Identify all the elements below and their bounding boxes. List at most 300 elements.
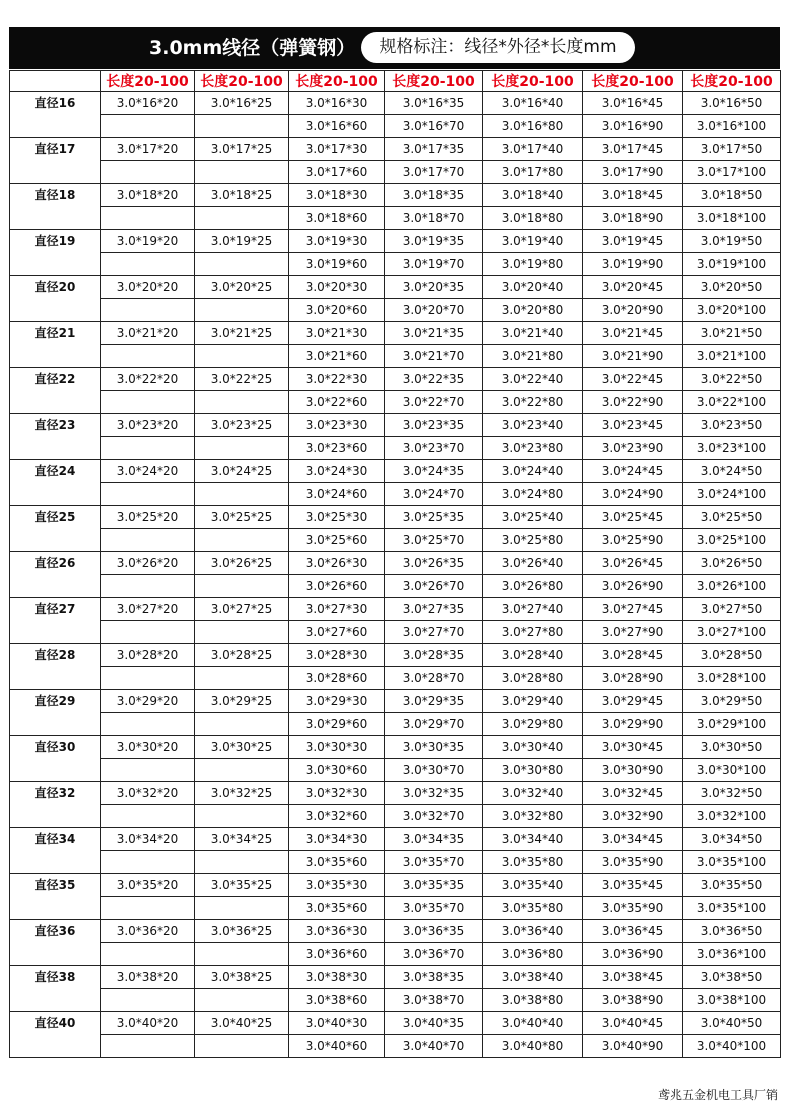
table-row [10, 621, 781, 644]
diameter-label: 直径30 [10, 736, 101, 782]
spec-cell: 3.0*23*30 [289, 414, 385, 437]
table-row [10, 230, 781, 253]
spec-cell: 3.0*34*25 [195, 828, 289, 851]
spec-cell: 3.0*38*70 [385, 989, 483, 1012]
spec-cell: 3.0*38*90 [583, 989, 683, 1012]
spec-cell: 3.0*30*35 [385, 736, 483, 759]
spec-cell: 3.0*35*90 [583, 851, 683, 874]
spec-cell: 3.0*21*80 [483, 345, 583, 368]
empty-cell [101, 253, 195, 276]
spec-cell: 3.0*25*45 [583, 506, 683, 529]
empty-cell [195, 1035, 289, 1058]
spec-cell: 3.0*22*90 [583, 391, 683, 414]
table-row [10, 253, 781, 276]
table-row [10, 943, 781, 966]
empty-cell [195, 989, 289, 1012]
empty-cell [101, 483, 195, 506]
table-row [10, 1012, 781, 1035]
spec-cell: 3.0*19*30 [289, 230, 385, 253]
spec-cell: 3.0*27*35 [385, 598, 483, 621]
spec-cell: 3.0*20*35 [385, 276, 483, 299]
spec-cell: 3.0*19*35 [385, 230, 483, 253]
spec-cell: 3.0*34*30 [289, 828, 385, 851]
table-row [10, 322, 781, 345]
empty-cell [101, 667, 195, 690]
empty-cell [195, 207, 289, 230]
empty-cell [101, 115, 195, 138]
spec-cell: 3.0*22*60 [289, 391, 385, 414]
spec-cell: 3.0*32*50 [683, 782, 781, 805]
spec-cell: 3.0*23*90 [583, 437, 683, 460]
spec-cell: 3.0*29*90 [583, 713, 683, 736]
spec-cell: 3.0*18*50 [683, 184, 781, 207]
spec-cell: 3.0*21*100 [683, 345, 781, 368]
spec-cell: 3.0*21*70 [385, 345, 483, 368]
spec-cell: 3.0*26*50 [683, 552, 781, 575]
spec-cell: 3.0*21*90 [583, 345, 683, 368]
table-row [10, 276, 781, 299]
spec-cell: 3.0*17*20 [101, 138, 195, 161]
spec-cell: 3.0*28*25 [195, 644, 289, 667]
spec-cell: 3.0*24*60 [289, 483, 385, 506]
spec-cell: 3.0*35*100 [683, 851, 781, 874]
spec-cell: 3.0*35*50 [683, 874, 781, 897]
spec-cell: 3.0*36*30 [289, 920, 385, 943]
spec-cell: 3.0*16*80 [483, 115, 583, 138]
table-row [10, 483, 781, 506]
spec-cell: 3.0*22*30 [289, 368, 385, 391]
diameter-label: 直径28 [10, 644, 101, 690]
spec-cell: 3.0*19*100 [683, 253, 781, 276]
spec-cell: 3.0*32*30 [289, 782, 385, 805]
table-row [10, 920, 781, 943]
diameter-label: 直径25 [10, 506, 101, 552]
length-header: 长度20-100 [483, 71, 583, 92]
spec-cell: 3.0*32*40 [483, 782, 583, 805]
spec-cell: 3.0*17*25 [195, 138, 289, 161]
spec-cell: 3.0*28*80 [483, 667, 583, 690]
spec-cell: 3.0*26*40 [483, 552, 583, 575]
empty-cell [101, 897, 195, 920]
spec-cell: 3.0*22*100 [683, 391, 781, 414]
length-header: 长度20-100 [195, 71, 289, 92]
spec-cell: 3.0*19*80 [483, 253, 583, 276]
diameter-label: 直径34 [10, 828, 101, 874]
spec-cell: 3.0*27*20 [101, 598, 195, 621]
spec-cell: 3.0*16*25 [195, 92, 289, 115]
table-row [10, 414, 781, 437]
table-row [10, 368, 781, 391]
spec-cell: 3.0*36*70 [385, 943, 483, 966]
spec-cell: 3.0*22*20 [101, 368, 195, 391]
spec-cell: 3.0*22*50 [683, 368, 781, 391]
spec-cell: 3.0*16*30 [289, 92, 385, 115]
spec-cell: 3.0*21*25 [195, 322, 289, 345]
empty-cell [195, 943, 289, 966]
spec-cell: 3.0*20*100 [683, 299, 781, 322]
spec-cell: 3.0*18*100 [683, 207, 781, 230]
spec-cell: 3.0*27*45 [583, 598, 683, 621]
length-header-row [10, 71, 781, 92]
empty-cell [195, 713, 289, 736]
spec-cell: 3.0*29*20 [101, 690, 195, 713]
table-row [10, 115, 781, 138]
spec-cell: 3.0*24*90 [583, 483, 683, 506]
spec-cell: 3.0*32*90 [583, 805, 683, 828]
spec-cell: 3.0*32*25 [195, 782, 289, 805]
empty-cell [101, 575, 195, 598]
spec-cell: 3.0*27*50 [683, 598, 781, 621]
spec-cell: 3.0*23*20 [101, 414, 195, 437]
table-row [10, 299, 781, 322]
spec-cell: 3.0*24*25 [195, 460, 289, 483]
spec-cell: 3.0*30*30 [289, 736, 385, 759]
spec-cell: 3.0*34*50 [683, 828, 781, 851]
spec-cell: 3.0*35*90 [583, 897, 683, 920]
spec-cell: 3.0*40*80 [483, 1035, 583, 1058]
spec-cell: 3.0*20*50 [683, 276, 781, 299]
spec-cell: 3.0*30*60 [289, 759, 385, 782]
empty-cell [195, 529, 289, 552]
spec-cell: 3.0*32*70 [385, 805, 483, 828]
table-row [10, 92, 781, 115]
spec-cell: 3.0*28*40 [483, 644, 583, 667]
spec-cell: 3.0*21*35 [385, 322, 483, 345]
spec-cell: 3.0*27*80 [483, 621, 583, 644]
table-row [10, 759, 781, 782]
spec-cell: 3.0*28*70 [385, 667, 483, 690]
spec-cell: 3.0*36*100 [683, 943, 781, 966]
diameter-label: 直径36 [10, 920, 101, 966]
spec-cell: 3.0*40*50 [683, 1012, 781, 1035]
spec-cell: 3.0*38*80 [483, 989, 583, 1012]
diameter-label: 直径38 [10, 966, 101, 1012]
spec-cell: 3.0*36*35 [385, 920, 483, 943]
table-row [10, 782, 781, 805]
spec-cell: 3.0*26*35 [385, 552, 483, 575]
spec-cell: 3.0*25*25 [195, 506, 289, 529]
spec-cell: 3.0*20*80 [483, 299, 583, 322]
spec-cell: 3.0*17*30 [289, 138, 385, 161]
spec-cell: 3.0*19*70 [385, 253, 483, 276]
spec-cell: 3.0*25*40 [483, 506, 583, 529]
spec-cell: 3.0*20*30 [289, 276, 385, 299]
spec-cell: 3.0*23*40 [483, 414, 583, 437]
spec-cell: 3.0*16*40 [483, 92, 583, 115]
spec-cell: 3.0*28*45 [583, 644, 683, 667]
spec-cell: 3.0*38*45 [583, 966, 683, 989]
spec-cell: 3.0*29*30 [289, 690, 385, 713]
diameter-label: 直径17 [10, 138, 101, 184]
spec-cell: 3.0*35*70 [385, 897, 483, 920]
spec-cell: 3.0*23*25 [195, 414, 289, 437]
spec-cell: 3.0*19*25 [195, 230, 289, 253]
spec-cell: 3.0*17*40 [483, 138, 583, 161]
spec-cell: 3.0*36*40 [483, 920, 583, 943]
spec-cell: 3.0*18*30 [289, 184, 385, 207]
spec-cell: 3.0*18*60 [289, 207, 385, 230]
spec-cell: 3.0*23*60 [289, 437, 385, 460]
page-title: 3.0mm线径（弹簧钢） [149, 37, 356, 59]
spec-cell: 3.0*17*35 [385, 138, 483, 161]
table-row [10, 736, 781, 759]
spec-cell: 3.0*20*70 [385, 299, 483, 322]
empty-cell [101, 391, 195, 414]
spec-cell: 3.0*25*35 [385, 506, 483, 529]
spec-cell: 3.0*21*45 [583, 322, 683, 345]
title-bar [9, 27, 780, 69]
empty-cell [101, 759, 195, 782]
spec-cell: 3.0*21*60 [289, 345, 385, 368]
spec-cell: 3.0*29*70 [385, 713, 483, 736]
table-row [10, 667, 781, 690]
spec-cell: 3.0*29*100 [683, 713, 781, 736]
diameter-label: 直径29 [10, 690, 101, 736]
spec-cell: 3.0*29*35 [385, 690, 483, 713]
spec-cell: 3.0*34*45 [583, 828, 683, 851]
spec-cell: 3.0*19*60 [289, 253, 385, 276]
spec-cell: 3.0*18*45 [583, 184, 683, 207]
spec-cell: 3.0*20*90 [583, 299, 683, 322]
empty-cell [101, 851, 195, 874]
spec-cell: 3.0*24*45 [583, 460, 683, 483]
spec-cell: 3.0*40*40 [483, 1012, 583, 1035]
spec-cell: 3.0*26*20 [101, 552, 195, 575]
length-header: 长度20-100 [583, 71, 683, 92]
length-header: 长度20-100 [385, 71, 483, 92]
diameter-label: 直径35 [10, 874, 101, 920]
table-row [10, 966, 781, 989]
spec-cell: 3.0*19*20 [101, 230, 195, 253]
spec-cell: 3.0*18*80 [483, 207, 583, 230]
spec-cell: 3.0*40*35 [385, 1012, 483, 1035]
spec-cell: 3.0*36*90 [583, 943, 683, 966]
spec-cell: 3.0*29*60 [289, 713, 385, 736]
spec-cell: 3.0*18*20 [101, 184, 195, 207]
spec-cell: 3.0*38*30 [289, 966, 385, 989]
spec-cell: 3.0*22*40 [483, 368, 583, 391]
spec-cell: 3.0*35*80 [483, 851, 583, 874]
spec-cell: 3.0*16*70 [385, 115, 483, 138]
table-row [10, 506, 781, 529]
table-row [10, 874, 781, 897]
empty-cell [195, 759, 289, 782]
spec-cell: 3.0*40*30 [289, 1012, 385, 1035]
spec-cell: 3.0*25*70 [385, 529, 483, 552]
spec-cell: 3.0*40*90 [583, 1035, 683, 1058]
spec-cell: 3.0*30*90 [583, 759, 683, 782]
table-row [10, 391, 781, 414]
spec-cell: 3.0*28*100 [683, 667, 781, 690]
spec-cell: 3.0*27*90 [583, 621, 683, 644]
spec-cell: 3.0*40*45 [583, 1012, 683, 1035]
spec-cell: 3.0*19*40 [483, 230, 583, 253]
spec-cell: 3.0*20*20 [101, 276, 195, 299]
empty-cell [101, 989, 195, 1012]
spec-cell: 3.0*35*60 [289, 897, 385, 920]
table-row [10, 851, 781, 874]
table-row [10, 1035, 781, 1058]
table-row [10, 552, 781, 575]
spec-cell: 3.0*32*45 [583, 782, 683, 805]
table-row [10, 598, 781, 621]
diameter-label: 直径18 [10, 184, 101, 230]
spec-cell: 3.0*36*20 [101, 920, 195, 943]
empty-cell [101, 345, 195, 368]
diameter-label: 直径19 [10, 230, 101, 276]
spec-cell: 3.0*17*100 [683, 161, 781, 184]
spec-cell: 3.0*28*90 [583, 667, 683, 690]
spec-cell: 3.0*35*20 [101, 874, 195, 897]
spec-cell: 3.0*28*50 [683, 644, 781, 667]
spring-spec-table [9, 70, 781, 1058]
spec-cell: 3.0*22*70 [385, 391, 483, 414]
empty-cell [101, 161, 195, 184]
spec-cell: 3.0*35*40 [483, 874, 583, 897]
spec-cell: 3.0*27*70 [385, 621, 483, 644]
spec-cell: 3.0*20*60 [289, 299, 385, 322]
table-row [10, 460, 781, 483]
empty-cell [195, 851, 289, 874]
spec-cell: 3.0*16*45 [583, 92, 683, 115]
spec-cell: 3.0*38*40 [483, 966, 583, 989]
spec-cell: 3.0*35*45 [583, 874, 683, 897]
diameter-label: 直径24 [10, 460, 101, 506]
empty-cell [195, 299, 289, 322]
spec-cell: 3.0*36*60 [289, 943, 385, 966]
spec-cell: 3.0*23*35 [385, 414, 483, 437]
table-row [10, 828, 781, 851]
spec-cell: 3.0*18*40 [483, 184, 583, 207]
spec-cell: 3.0*30*100 [683, 759, 781, 782]
table-row [10, 437, 781, 460]
spec-cell: 3.0*36*80 [483, 943, 583, 966]
table-row [10, 690, 781, 713]
spec-cell: 3.0*16*60 [289, 115, 385, 138]
spec-cell: 3.0*28*60 [289, 667, 385, 690]
diameter-label: 直径23 [10, 414, 101, 460]
empty-cell [101, 805, 195, 828]
spec-cell: 3.0*17*60 [289, 161, 385, 184]
spec-cell: 3.0*36*50 [683, 920, 781, 943]
empty-cell [195, 575, 289, 598]
length-header: 长度20-100 [101, 71, 195, 92]
spec-cell: 3.0*30*25 [195, 736, 289, 759]
spec-cell: 3.0*36*45 [583, 920, 683, 943]
spec-cell: 3.0*17*45 [583, 138, 683, 161]
spec-cell: 3.0*30*40 [483, 736, 583, 759]
spec-cell: 3.0*27*40 [483, 598, 583, 621]
empty-cell [195, 345, 289, 368]
spec-cell: 3.0*18*25 [195, 184, 289, 207]
spec-cell: 3.0*32*60 [289, 805, 385, 828]
spec-cell: 3.0*16*35 [385, 92, 483, 115]
spec-cell: 3.0*29*25 [195, 690, 289, 713]
spec-cell: 3.0*27*25 [195, 598, 289, 621]
spec-cell: 3.0*24*20 [101, 460, 195, 483]
table-row [10, 713, 781, 736]
spec-cell: 3.0*30*70 [385, 759, 483, 782]
empty-cell [195, 391, 289, 414]
empty-cell [101, 299, 195, 322]
spec-cell: 3.0*26*30 [289, 552, 385, 575]
spec-cell: 3.0*40*25 [195, 1012, 289, 1035]
spec-cell: 3.0*38*50 [683, 966, 781, 989]
empty-cell [101, 713, 195, 736]
diameter-label: 直径32 [10, 782, 101, 828]
spec-cell: 3.0*21*40 [483, 322, 583, 345]
spec-cell: 3.0*22*35 [385, 368, 483, 391]
empty-cell [101, 943, 195, 966]
spec-cell: 3.0*30*20 [101, 736, 195, 759]
spec-cell: 3.0*40*100 [683, 1035, 781, 1058]
table-row [10, 184, 781, 207]
spec-cell: 3.0*22*45 [583, 368, 683, 391]
spec-cell: 3.0*35*100 [683, 897, 781, 920]
spec-cell: 3.0*38*35 [385, 966, 483, 989]
spec-cell: 3.0*24*40 [483, 460, 583, 483]
table-row [10, 644, 781, 667]
diameter-label: 直径26 [10, 552, 101, 598]
empty-cell [195, 253, 289, 276]
spec-cell: 3.0*29*40 [483, 690, 583, 713]
table-row [10, 897, 781, 920]
spec-cell: 3.0*24*70 [385, 483, 483, 506]
spec-cell: 3.0*32*80 [483, 805, 583, 828]
spec-cell: 3.0*38*20 [101, 966, 195, 989]
table-row [10, 138, 781, 161]
spec-cell: 3.0*34*20 [101, 828, 195, 851]
empty-cell [101, 437, 195, 460]
spec-cell: 3.0*38*60 [289, 989, 385, 1012]
spec-cell: 3.0*25*80 [483, 529, 583, 552]
spec-cell: 3.0*19*45 [583, 230, 683, 253]
spec-cell: 3.0*21*50 [683, 322, 781, 345]
empty-cell [195, 161, 289, 184]
table-row [10, 529, 781, 552]
spec-cell: 3.0*22*25 [195, 368, 289, 391]
table-row [10, 207, 781, 230]
spec-cell: 3.0*17*50 [683, 138, 781, 161]
spec-cell: 3.0*28*30 [289, 644, 385, 667]
empty-cell [101, 621, 195, 644]
spec-cell: 3.0*32*100 [683, 805, 781, 828]
spec-cell: 3.0*40*20 [101, 1012, 195, 1035]
spec-cell: 3.0*25*20 [101, 506, 195, 529]
length-header: 长度20-100 [289, 71, 385, 92]
spec-cell: 3.0*27*30 [289, 598, 385, 621]
spec-cell: 3.0*40*70 [385, 1035, 483, 1058]
empty-cell [101, 207, 195, 230]
spec-cell: 3.0*30*80 [483, 759, 583, 782]
spec-cell: 3.0*17*80 [483, 161, 583, 184]
table-row [10, 805, 781, 828]
spec-cell: 3.0*18*70 [385, 207, 483, 230]
length-header: 长度20-100 [683, 71, 781, 92]
diameter-label: 直径22 [10, 368, 101, 414]
spec-cell: 3.0*26*100 [683, 575, 781, 598]
spec-cell: 3.0*29*50 [683, 690, 781, 713]
spec-cell: 3.0*23*50 [683, 414, 781, 437]
empty-cell [195, 115, 289, 138]
spec-cell: 3.0*35*60 [289, 851, 385, 874]
spec-cell: 3.0*25*60 [289, 529, 385, 552]
spec-cell: 3.0*24*100 [683, 483, 781, 506]
spec-cell: 3.0*18*35 [385, 184, 483, 207]
spec-cell: 3.0*17*70 [385, 161, 483, 184]
spec-cell: 3.0*20*45 [583, 276, 683, 299]
diameter-label: 直径20 [10, 276, 101, 322]
